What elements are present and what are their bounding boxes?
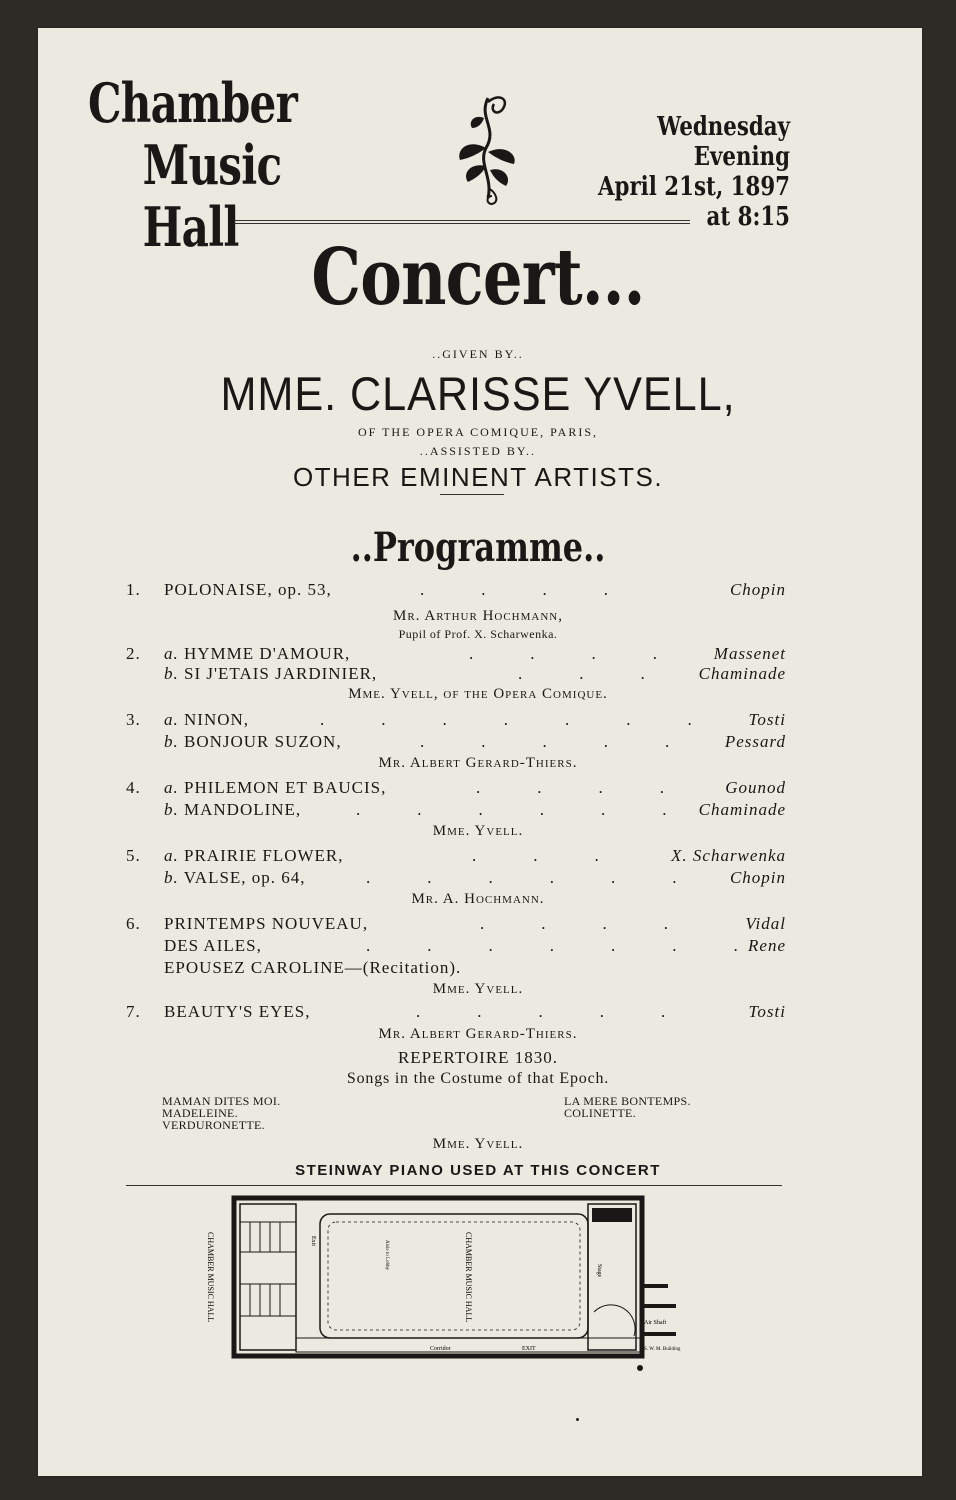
ink-speck	[576, 1418, 579, 1421]
piece-title: DES AILES,	[164, 936, 262, 955]
floral-ornament-icon	[448, 88, 528, 208]
leader-dots: . . . . . .	[356, 800, 675, 819]
leader-dots: . . . . .	[420, 732, 678, 751]
programme-item	[0, 644, 956, 666]
piano-notice: STEINWAY PIANO USED AT THIS CONCERT	[295, 1162, 661, 1179]
piece-title-text: MANDOLINE,	[184, 800, 302, 819]
item-number: 3.	[126, 710, 141, 729]
floor-plan	[200, 1192, 690, 1392]
song-list-right	[564, 1095, 691, 1119]
programme-item	[0, 778, 956, 800]
piece-title-text: NINON,	[184, 710, 250, 729]
programme-item	[0, 710, 956, 732]
composer: Rene	[748, 936, 786, 955]
leader-dots: . . . .	[480, 914, 676, 933]
song-list-left	[162, 1095, 280, 1131]
composer: Chaminade	[698, 800, 786, 819]
performer-line: Mr. Albert Gerard-Thiers.	[378, 1026, 578, 1042]
event-datetime	[585, 112, 790, 232]
leader-dots: . . . . . .	[366, 868, 685, 887]
piece-title	[164, 644, 350, 664]
composer: Tosti	[748, 1002, 786, 1021]
programme-item	[0, 914, 956, 936]
leader-dots: . . . .	[476, 778, 672, 797]
hall-label: CHAMBER MUSIC HALL	[464, 1232, 473, 1323]
performer-line: Mme. Yvell, of the Opera Comique.	[348, 686, 608, 702]
venue-line-2: Music Hall	[142, 133, 282, 259]
piece-title-text: SI J'ETAIS JARDINIER,	[184, 664, 378, 683]
song-item: LA MERE BONTEMPS.	[564, 1094, 691, 1108]
item-prefix: b.	[164, 732, 179, 751]
exit-label: EXIT	[522, 1346, 536, 1352]
piece-title-text: PRAIRIE FLOWER,	[184, 846, 344, 865]
performer-name: MME. CLARISSE YVELL,	[220, 367, 736, 420]
item-prefix: b.	[164, 800, 179, 819]
leader-dots: . . .	[472, 846, 607, 865]
composer: Chopin	[729, 580, 786, 599]
header-rule-top	[234, 220, 690, 221]
item-number: 7.	[126, 1002, 141, 1021]
piece-title-text: HYMME D'AMOUR,	[184, 644, 351, 663]
side-label: CHAMBER MUSIC HALL	[206, 1232, 215, 1323]
item-number: 5.	[126, 846, 141, 865]
performer-line: Mme. Yvell.	[432, 823, 524, 839]
leader-dots: . . . .	[420, 644, 665, 663]
piece-title: POLONAISE, op. 53,	[164, 580, 332, 599]
programme-item	[0, 958, 956, 980]
programme-heading: ..Programme..	[350, 524, 606, 571]
concert-title: Concert...	[311, 232, 645, 323]
header-rule-bottom	[234, 223, 690, 224]
song-item: VERDURONETTE.	[162, 1118, 265, 1132]
leader-dots: . . . . . . .	[320, 710, 700, 729]
item-prefix: a.	[164, 846, 179, 865]
piece-title	[164, 732, 342, 752]
song-item: COLINETTE.	[564, 1106, 636, 1120]
item-prefix: a.	[164, 710, 179, 729]
song-item: MAMAN DITES MOI.	[162, 1094, 281, 1108]
exit-left-label: Exit	[310, 1236, 316, 1246]
programme-item	[0, 732, 956, 754]
repertoire-performer: Mme. Yvell.	[432, 1136, 524, 1152]
piece-title-text: BONJOUR SUZON,	[184, 732, 342, 751]
air-shaft-label: Air Shaft	[644, 1320, 667, 1326]
leader-dots: . . . .	[420, 580, 616, 599]
piece-title	[164, 778, 386, 798]
item-prefix: b.	[164, 664, 179, 683]
event-date: April 21st, 1897	[597, 172, 790, 202]
piece-title	[164, 710, 249, 730]
leader-dots: . . .	[420, 664, 653, 683]
item-prefix: a.	[164, 778, 179, 797]
performer-note: Pupil of Prof. X. Scharwenka.	[398, 627, 558, 641]
composer: Gounod	[725, 778, 786, 797]
piece-title-text: PHILEMON ET BAUCIS,	[184, 778, 387, 797]
piece-title	[164, 800, 301, 820]
performer-line: Mr. Albert Gerard-Thiers.	[378, 755, 578, 771]
programme-item	[0, 846, 956, 868]
composer: Massenet	[713, 644, 786, 663]
composer: Vidal	[745, 914, 786, 933]
event-time: at 8:15	[706, 202, 790, 232]
piece-title	[164, 664, 377, 684]
performer-affiliation: OF THE OPERA COMIQUE, PARIS,	[357, 425, 599, 439]
repertoire-subheading: Songs in the Costume of that Epoch.	[346, 1070, 610, 1087]
assisting-artists: OTHER EMINENT ARTISTS.	[292, 462, 664, 492]
programme-item	[0, 868, 956, 890]
given-by-label: ..GIVEN BY..	[432, 347, 524, 361]
corridor-label: Corridor	[430, 1346, 451, 1352]
item-number: 1.	[126, 580, 141, 599]
composer: Chopin	[729, 868, 786, 887]
aisle-label: Aisle to Lobby	[384, 1240, 389, 1270]
event-day: Wednesday Evening	[657, 112, 790, 172]
piece-title: PRINTEMPS NOUVEAU,	[164, 914, 369, 933]
venue-title	[88, 72, 384, 258]
composer: Tosti	[748, 710, 786, 729]
item-prefix: b.	[164, 868, 179, 887]
leader-dots: . . . . .	[416, 1002, 674, 1021]
piece-title-text: VALSE, op. 64,	[183, 868, 306, 887]
composer: Chaminade	[698, 664, 786, 683]
performer-line: Mr. Arthur Hochmann,	[393, 608, 563, 624]
composer: X. Scharwenka	[671, 846, 786, 865]
performer-line: Mme. Yvell.	[432, 981, 524, 997]
item-number: 2.	[126, 644, 141, 663]
piece-title: EPOUSEZ CAROLINE—(Recitation).	[164, 958, 462, 977]
leader-dots: . . . . . . .	[366, 936, 746, 955]
song-item: MADELEINE.	[162, 1106, 238, 1120]
building-label: S. W. M. Building	[644, 1347, 681, 1352]
repertoire-heading: REPERTOIRE 1830.	[397, 1048, 559, 1067]
footer-rule	[126, 1185, 782, 1186]
item-prefix: a.	[164, 644, 179, 663]
programme-item	[0, 936, 956, 958]
item-number: 6.	[126, 914, 141, 933]
item-number: 4.	[126, 778, 141, 797]
divider-short	[440, 494, 504, 495]
programme-item	[0, 800, 956, 822]
programme-item	[0, 580, 956, 602]
piece-title: BEAUTY'S EYES,	[164, 1002, 311, 1021]
stage-label: Stage	[596, 1264, 602, 1278]
performer-line: Mr. A. Hochmann.	[411, 891, 545, 907]
venue-line-1: Chamber	[88, 71, 297, 135]
piece-title	[164, 846, 344, 866]
piece-title	[164, 868, 306, 888]
composer: Pessard	[724, 732, 786, 751]
programme-item	[0, 664, 956, 686]
programme-item	[0, 1002, 956, 1024]
assisted-by-label: ..ASSISTED BY..	[419, 444, 537, 458]
